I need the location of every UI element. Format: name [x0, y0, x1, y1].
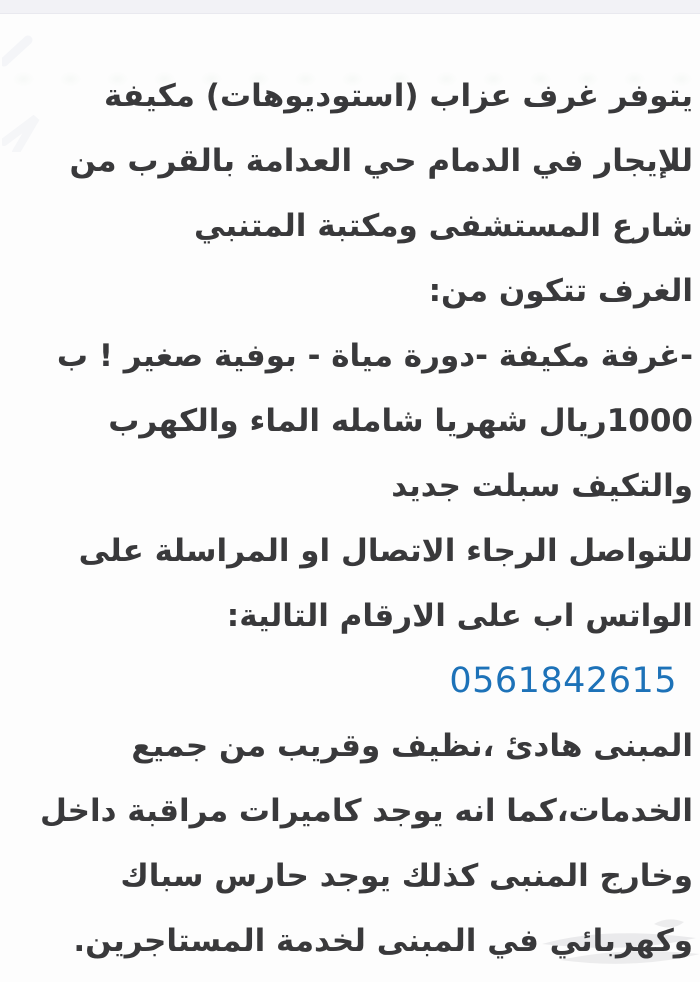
ad-text-line: يتوفر غرف عزاب (استوديوهات) مكيفة — [104, 78, 693, 114]
ad-text-line: المبنى هادئ ،نظيف وقريب من جميع — [131, 728, 693, 764]
ad-description — [0, 13, 700, 982]
ad-text-line: الغرف تتكون من: — [428, 273, 693, 309]
status-bar-strip — [0, 0, 700, 14]
ad-text-line: وكهربائي في المبنى لخدمة المستاجرين. — [73, 923, 693, 959]
ad-text-line: شارع المستشفى ومكتبة المتنبي — [194, 208, 693, 244]
ad-text-line: الخدمات،كما انه يوجد كاميرات مراقبة داخل — [39, 793, 693, 829]
ad-text-line: للإيجار في الدمام حي العدامة بالقرب من — [69, 143, 693, 179]
ad-text-line: -غرفة مكيفة -دورة مياة - بوفية صغير ! ب — [56, 338, 693, 374]
ad-text-line: للتواصل الرجاء الاتصال او المراسلة على — [78, 533, 693, 569]
ad-text-line: وخارج المنبى كذلك يوجد حارس سباك — [120, 858, 693, 894]
ad-text-line: والتكيف سبلت جديد — [391, 468, 693, 504]
phone-number-link[interactable]: 0561842615 — [449, 661, 677, 701]
ad-text-line: 1000ريال شهريا شامله الماء والكهرب — [108, 403, 693, 439]
ad-text-line: الواتس اب على الارقام التالية: — [226, 598, 693, 634]
